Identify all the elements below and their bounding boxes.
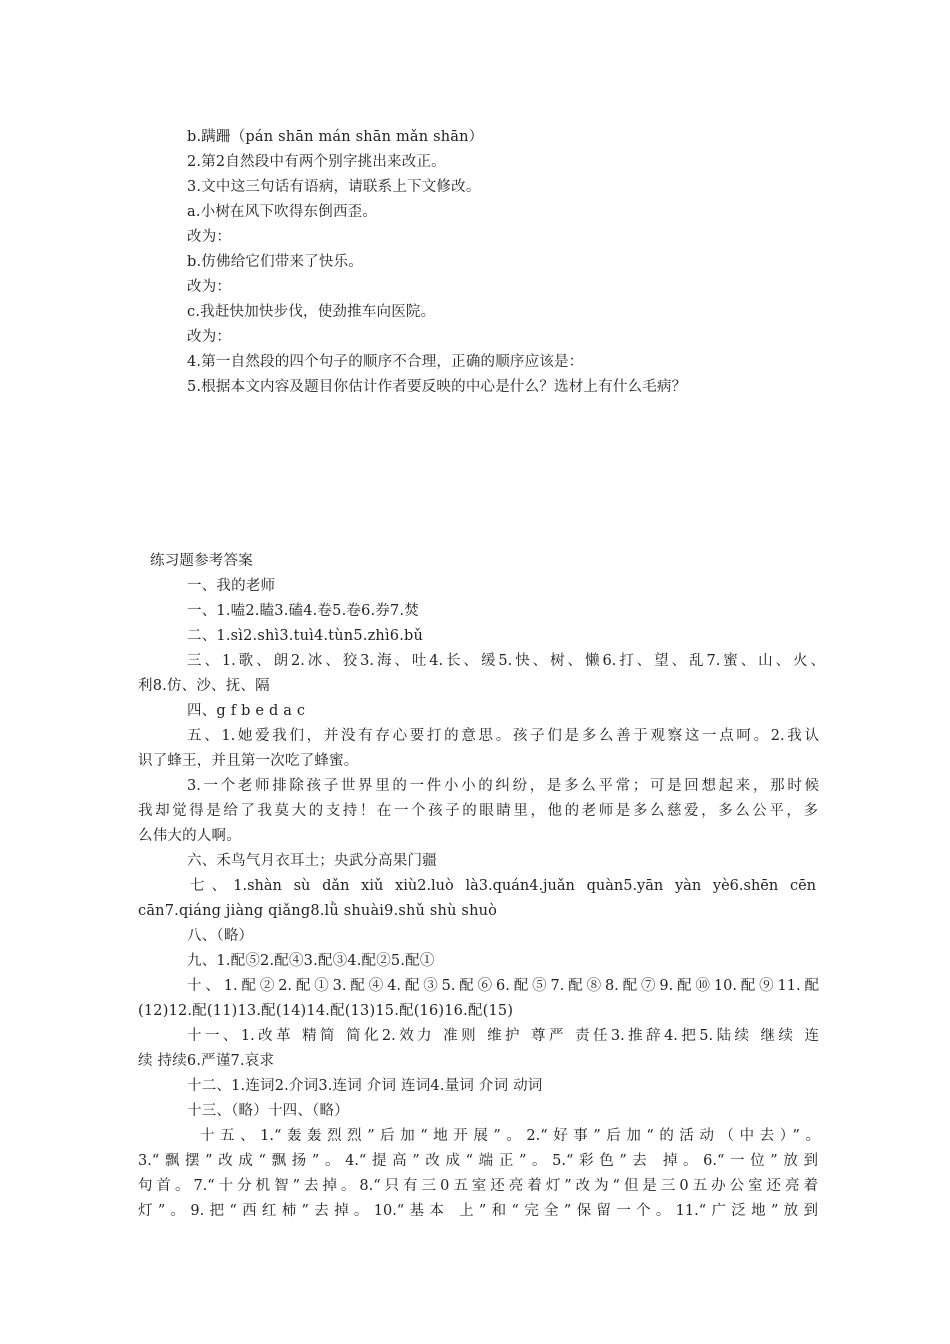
exercise-question-2: 2.第2自然段中有两个别字挑出来改正。 bbox=[187, 154, 446, 170]
answer-1: 一、1.嗑2.瞌3.磕4.卷5.卷6.券7.焚 bbox=[187, 603, 419, 619]
answer-5-line-2: 识了蜂王，并且第一次吃了蜂蜜。 bbox=[138, 753, 359, 769]
exercise-question-5: 5.根据本文内容及题目你估计作者要反映的中心是什么？选材上有什么毛病？ bbox=[187, 379, 687, 395]
answer-10-line-2: (12)12.配(11)13.配(14)14.配(13)15.配(16)16.配(15) bbox=[138, 1003, 514, 1019]
answer-9: 九、1.配⑤2.配④3.配③4.配②5.配① bbox=[187, 953, 435, 969]
answer-15-line-1: 十五、1.“轰轰烈烈”后加“地开展”。2.“好事”后加“的活动（中去）”。 bbox=[200, 1128, 820, 1144]
answer-10-line-1: 十、1.配②2.配①3.配④4.配③5.配⑥6.配⑤7.配⑧8.配⑦9.配⑩10.配⑨11.配 bbox=[187, 978, 819, 994]
exercise-question-3: 3.文中这三句话有语病，请联系上下文修改。 bbox=[187, 179, 481, 195]
exercise-question-3a: a.小树在风下吹得东倒西歪。 bbox=[187, 204, 378, 220]
answer-11-line-2: 续 持续6.严谨7.哀求 bbox=[138, 1053, 275, 1069]
answer-7-line-2: cān7.qiáng jiàng qiǎng8.lǜ shuài9.shǔ shù shuò bbox=[138, 903, 498, 919]
answer-2: 二、1.sì2.shì3.tuì4.tùn5.zhì6.bǔ bbox=[187, 628, 424, 644]
answers-heading: 练习题参考答案 bbox=[150, 553, 253, 569]
answer-15-line-2: 3.“飘摆”改成“飘扬”。4.“提高”改成“端正”。5.“彩色”去 掉。6.“一位”放到 bbox=[138, 1153, 818, 1169]
exercise-question-4: 4.第一自然段的四个句子的顺序不合理，正确的顺序应该是： bbox=[187, 354, 584, 370]
answer-12: 十二、1.连词2.介词3.连词 介词 连词4.量词 介词 动词 bbox=[187, 1078, 543, 1094]
exercise-question-3b: b.仿佛给它们带来了快乐。 bbox=[187, 254, 363, 270]
answer-5-line-1: 五、1.她爱我们，并没有存心要打的意思。孩子们是多么善于观察这一点呵。2.我认 bbox=[187, 728, 819, 744]
answer-5-3-line-3: 么伟大的人啊。 bbox=[138, 828, 241, 844]
answer-15-line-4: 灯”。9.把“西红柿”去掉。10.“基本 上”和“完全”保留一个。11.“广泛地”放到 bbox=[138, 1203, 818, 1219]
exercise-answer-blank-3b: 改为： bbox=[187, 279, 232, 295]
exercise-question-3c: c.我赶快加快步伐，使劲推车向医院。 bbox=[187, 304, 436, 320]
answer-13-14: 十三、（略）十四、（略） bbox=[187, 1103, 349, 1119]
answer-5-3-line-1: 3.一个老师排除孩子世界里的一件小小的纠纷，是多么平常；可是回想起来，那时候 bbox=[187, 778, 819, 794]
answer-15-line-3: 句首。7.“十分机智”去掉。8.“只有三0五室还亮着灯”改为“但是三0五办公室还亮着 bbox=[138, 1178, 818, 1194]
answer-7-line-1: 七、1.shàn sù dǎn xiǔ xiù2.luò là3.quán4.juǎn quàn5.yān yàn yè6.shēn cēn bbox=[190, 878, 816, 894]
answer-6: 六、禾鸟气月衣耳土；央武分高果门疆 bbox=[187, 853, 437, 869]
answer-11-line-1: 十一、1.改革 精简 简化2.效力 准则 维护 尊严 责任3.推辞4.把5.陆续 继续 连 bbox=[187, 1028, 819, 1044]
answer-3-line-1: 三、1.歌、朗2.冰、狡3.海、吐4.长、缓5.快、树、懒6.打、望、乱7.蜜、山、火、 bbox=[187, 653, 825, 669]
answers-lesson-title: 一、我的老师 bbox=[187, 578, 276, 594]
exercise-line-b: b.蹒跚（pán shān mán shān mǎn shān） bbox=[187, 129, 484, 145]
answer-4: 四、g f b e d a c bbox=[187, 703, 306, 719]
answer-3-line-2: 利8.仿、沙、抚、隔 bbox=[138, 678, 270, 694]
answer-8: 八、（略） bbox=[187, 928, 254, 944]
exercise-answer-blank-3c: 改为： bbox=[187, 329, 232, 345]
exercise-answer-blank-3a: 改为： bbox=[187, 229, 232, 245]
answer-5-3-line-2: 我却觉得是给了我莫大的支持！在一个孩子的眼睛里，他的老师是多么慈爱，多么公平，多 bbox=[138, 803, 818, 819]
